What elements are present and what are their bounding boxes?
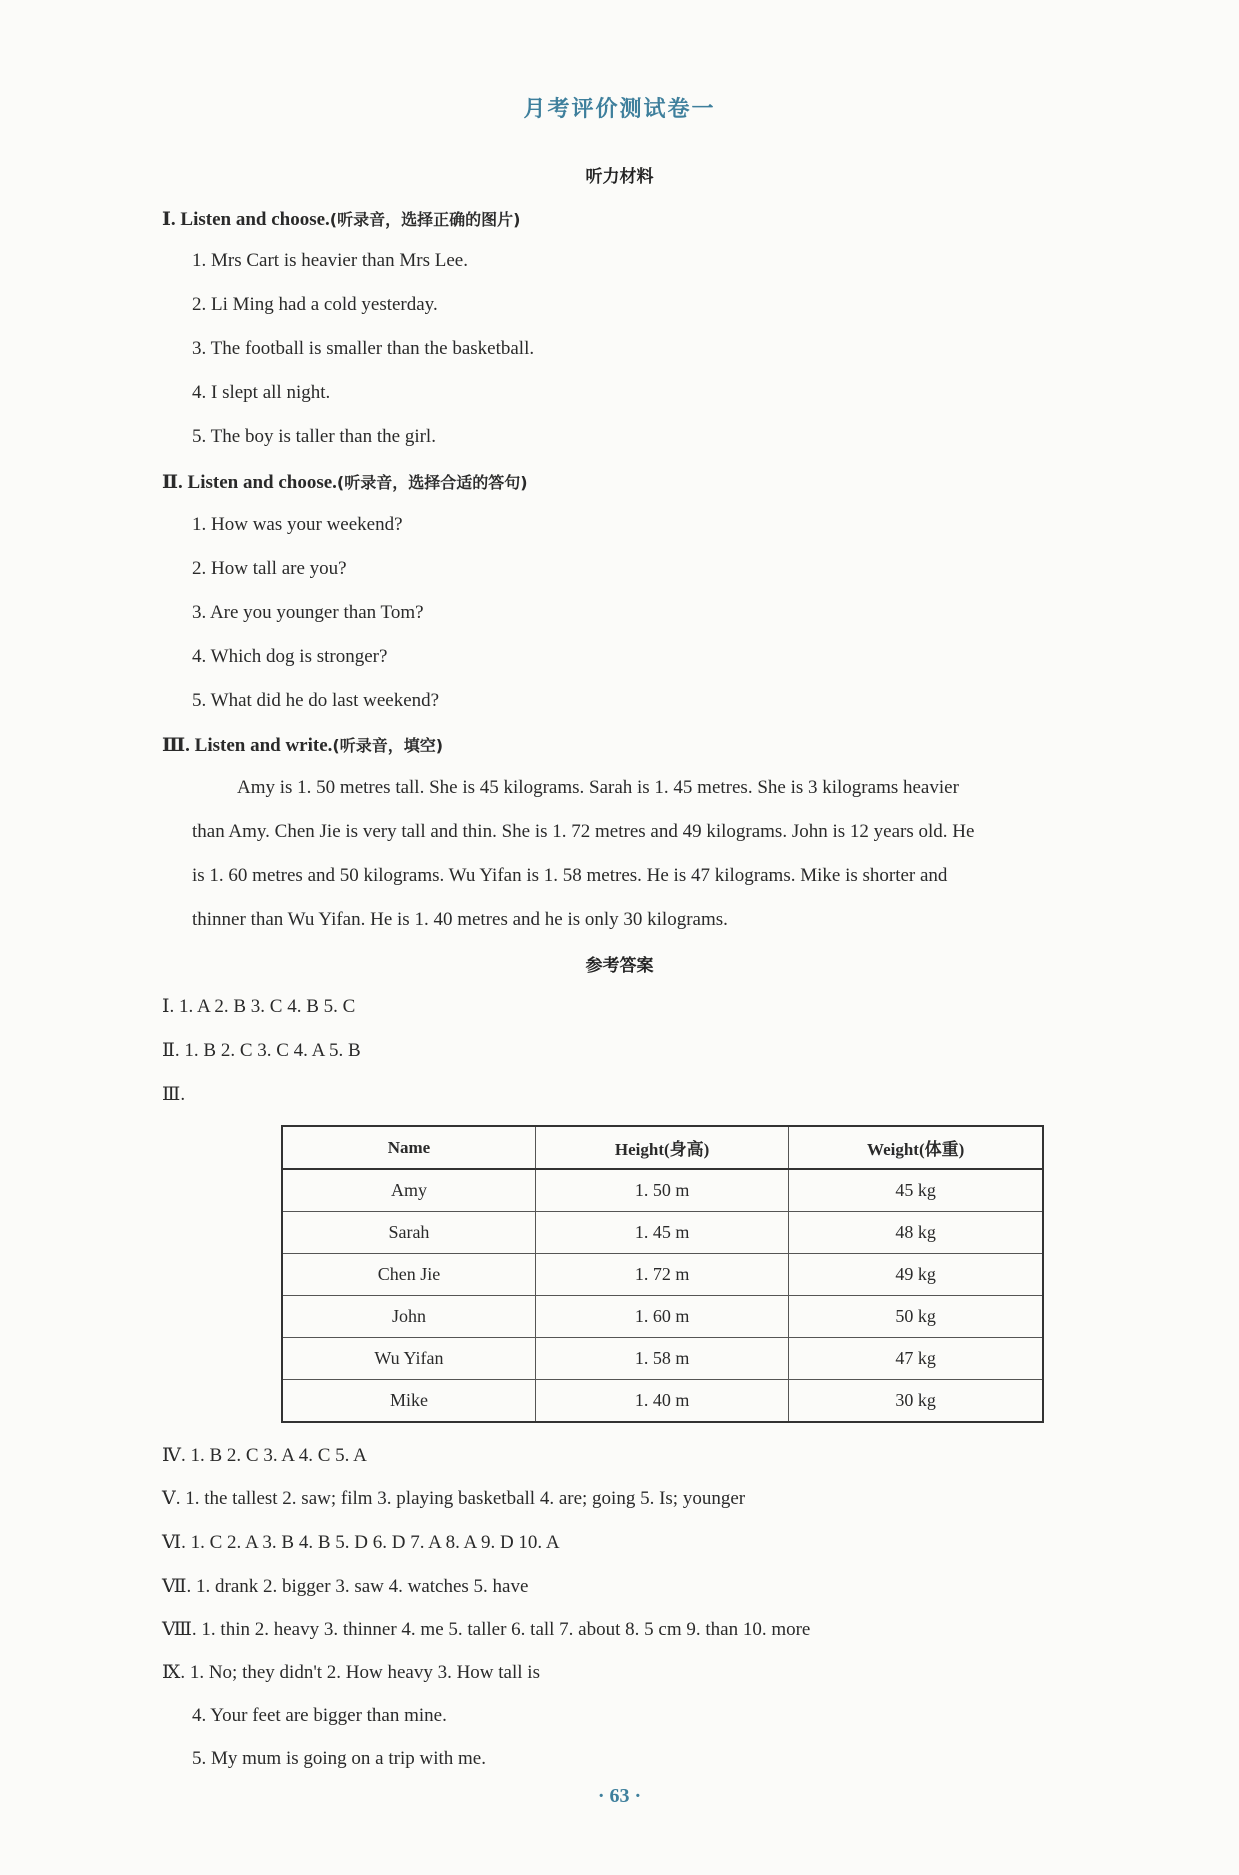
table-cell: 48 kg <box>789 1212 1043 1254</box>
table-row <box>282 1338 1043 1380</box>
table-cell: Amy <box>282 1169 535 1212</box>
page-title: 月考评价测试卷一 <box>523 97 716 122</box>
listening-item: 1. How was your weekend? <box>192 514 403 535</box>
listening-item: 4. I slept all night. <box>192 382 331 403</box>
table-cell: 1. 72 m <box>535 1254 788 1296</box>
table-cell: 50 kg <box>789 1296 1043 1338</box>
table-cell: Chen Jie <box>282 1254 535 1296</box>
table-row <box>282 1254 1043 1296</box>
answer-line: Ⅴ. 1. the tallest 2. saw; film 3. playing basketball 4. are; going 5. Is; younger <box>162 1488 746 1509</box>
table-cell: Mike <box>282 1380 535 1423</box>
answers-heading: 参考答案 <box>585 956 654 976</box>
listening-item: 3. The football is smaller than the basketball. <box>192 338 535 359</box>
table-row <box>282 1296 1043 1338</box>
section-1-heading <box>162 207 520 231</box>
paragraph-line: is 1. 60 metres and 50 kilograms. Wu Yifan is 1. 58 metres. He is 47 kilograms. Mike is shorter and <box>192 865 948 886</box>
listening-item: 2. How tall are you? <box>192 558 347 579</box>
table-row <box>282 1169 1043 1212</box>
paragraph-line: thinner than Wu Yifan. He is 1. 40 metres and he is only 30 kilograms. <box>192 909 728 930</box>
table-cell: 1. 50 m <box>535 1169 788 1212</box>
section-2-heading <box>162 470 528 494</box>
answer-line: Ⅵ. 1. C 2. A 3. B 4. B 5. D 6. D 7. A 8. A 9. D 10. A <box>162 1532 560 1553</box>
paragraph-line: than Amy. Chen Jie is very tall and thin. She is 1. 72 metres and 49 kilograms. John is 12 years old. He <box>192 821 975 842</box>
section-1-roman: Ⅰ. <box>162 209 176 230</box>
answer-line: Ⅸ. 1. No; they didn't 2. How heavy 3. How tall is <box>162 1662 540 1683</box>
answer-line: Ⅳ. 1. B 2. C 3. A 4. C 5. A <box>162 1445 367 1466</box>
table-header-height: Height(身高) <box>535 1126 788 1169</box>
section-2-en: Listen and choose. <box>187 472 337 493</box>
answer-line: Ⅰ. 1. A 2. B 3. C 4. B 5. C <box>162 996 356 1017</box>
table-header-weight: Weight(体重) <box>789 1126 1043 1169</box>
table-cell: 45 kg <box>789 1169 1043 1212</box>
answer-line: Ⅱ. 1. B 2. C 3. C 4. A 5. B <box>162 1040 361 1061</box>
section-3-heading <box>162 733 443 757</box>
table-row <box>282 1380 1043 1423</box>
table-cell: John <box>282 1296 535 1338</box>
table-header-name: Name <box>282 1126 535 1169</box>
paragraph-line: Amy is 1. 50 metres tall. She is 45 kilograms. Sarah is 1. 45 metres. She is 3 kilograms heavier <box>237 777 959 798</box>
section-3-cn: (听录音，填空) <box>332 736 444 755</box>
section-1-cn: (听录音，选择正确的图片) <box>329 210 521 229</box>
section-2-roman: Ⅱ. <box>162 472 183 493</box>
listening-item: 3. Are you younger than Tom? <box>192 602 424 623</box>
table-cell: 1. 58 m <box>535 1338 788 1380</box>
listening-item: 1. Mrs Cart is heavier than Mrs Lee. <box>192 250 468 271</box>
answer-line: Ⅷ. 1. thin 2. heavy 3. thinner 4. me 5. taller 6. tall 7. about 8. 5 cm 9. than 10. more <box>162 1619 811 1640</box>
page-number: · 63 · <box>597 1785 642 1807</box>
answer-line: Ⅲ. <box>162 1084 186 1105</box>
table-header-row <box>282 1126 1043 1169</box>
table-cell: 1. 40 m <box>535 1380 788 1423</box>
answer-line: 5. My mum is going on a trip with me. <box>192 1748 486 1769</box>
listening-heading: 听力材料 <box>585 167 654 187</box>
listening-item: 5. The boy is taller than the girl. <box>192 426 436 447</box>
table-cell: 1. 60 m <box>535 1296 788 1338</box>
section-1-en: Listen and choose. <box>180 209 330 230</box>
table-cell: 30 kg <box>789 1380 1043 1423</box>
answer-line: Ⅶ. 1. drank 2. bigger 3. saw 4. watches 5. have <box>162 1576 529 1597</box>
listening-item: 5. What did he do last weekend? <box>192 690 440 711</box>
table-row <box>282 1212 1043 1254</box>
table-cell: Wu Yifan <box>282 1338 535 1380</box>
listening-item: 2. Li Ming had a cold yesterday. <box>192 294 438 315</box>
table-cell: 47 kg <box>789 1338 1043 1380</box>
section-3-en: Listen and write. <box>194 735 333 756</box>
table-cell: 1. 45 m <box>535 1212 788 1254</box>
table-cell: 49 kg <box>789 1254 1043 1296</box>
answer-line: 4. Your feet are bigger than mine. <box>192 1705 447 1726</box>
listening-item: 4. Which dog is stronger? <box>192 646 388 667</box>
answer-table <box>281 1125 1044 1423</box>
section-2-cn: (听录音，选择合适的答句) <box>336 473 528 492</box>
section-3-roman: Ⅲ. <box>162 735 190 756</box>
table-cell: Sarah <box>282 1212 535 1254</box>
